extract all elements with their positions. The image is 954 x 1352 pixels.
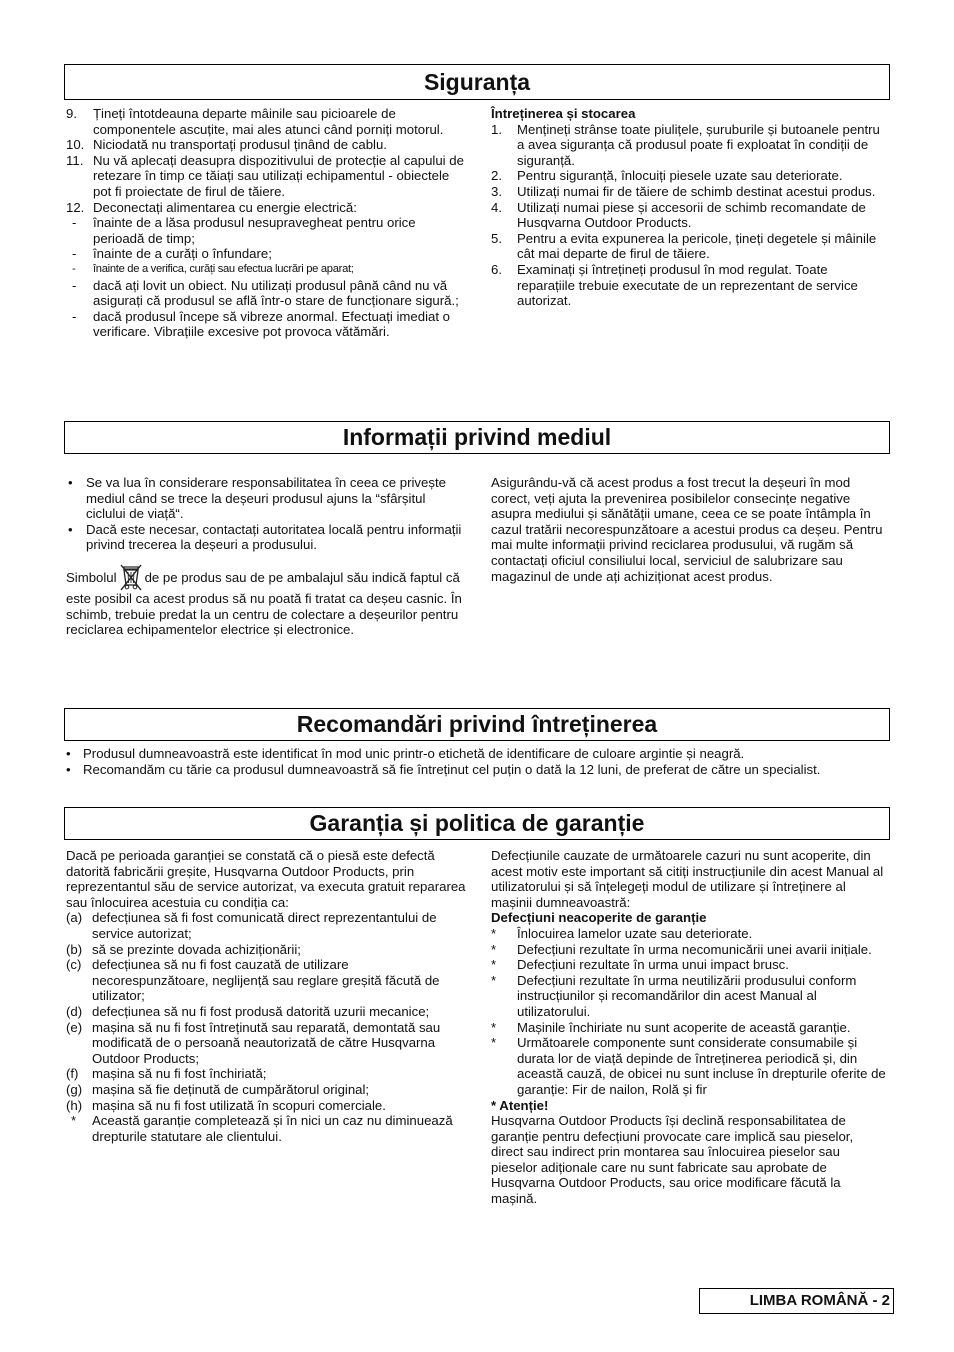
warranty-condition: (a) defecțiunea să fi fost comunicată direct reprezentantului de service autorizat;	[66, 910, 437, 941]
section-title-warranty: Garanția și politica de garanție	[64, 807, 890, 840]
safety-right-column	[491, 106, 881, 309]
section-title-safety: Siguranța	[64, 64, 890, 100]
storage-item: 5. Pentru a evita expunerea la pericole, țineți degetele și mâinile cât mai departe de firul de tăiere.	[491, 230, 877, 262]
maintenance-bullet: • Recomandăm cu tărie ca produsul dumneavoastră să fie întreținut cel puțin o dată la 12 luni, de preferat de către un specialist.	[66, 761, 821, 777]
storage-item: 6. Examinați și întrețineți produsul în mod regulat. Toate reparațiile trebuie executate de un reprezentant de service autorizat.	[491, 261, 858, 309]
safety-subitem: - dacă ați lovit un obiect. Nu utilizați produsul până când nu vă asigurați că produsul se află într-o stare de funcționare sigură.;	[72, 277, 459, 309]
maintenance-list	[66, 746, 894, 777]
maintenance-bullet: • Produsul dumneavoastră este identificat în mod unic printr-o etichetă de identificare de culoare argintie și neagră.	[66, 746, 745, 761]
warranty-left-column	[66, 848, 466, 1144]
exclusion-item: * Defecțiuni rezultate în urma unui impact brusc.	[491, 957, 789, 973]
safety-subitem: - înainte de a verifica, curăți sau efectua lucrări pe aparat;	[72, 262, 354, 275]
warranty-right-column	[491, 848, 886, 1207]
storage-item: 3. Utilizați numai fir de tăiere de schimb destinat acestui produs.	[491, 183, 876, 199]
warranty-condition: (e) mașina să nu fi fost întreținută sau reparată, demontată sau modificată de o persoană neautorizată de către Husqvarna Outdoor Products;	[66, 1019, 441, 1066]
exclusions-heading: Defecțiuni neacoperite de garanție	[491, 910, 707, 926]
storage-item: 4. Utilizați numai piese și accesorii de schimb recomandate de Husqvarna Outdoor Products.	[491, 199, 866, 231]
warranty-condition: (d) defecțiunea să nu fi fost produsă datorită uzurii mecanice;	[66, 1003, 430, 1019]
storage-item: 2. Pentru siguranță, înlocuiți piesele uzate sau deteriorate.	[491, 168, 843, 184]
warranty-condition: (f) mașina să nu fi fost închiriată;	[66, 1066, 267, 1082]
safety-item: 12. Deconectați alimentarea cu energie electrică:	[66, 199, 357, 215]
safety-item: 11. Nu vă aplecați deasupra dispozitivului de protecție al capului de retezare în timp ce tăiați sau utilizați echipamentul - obiectele pot fi proiectate de firul de tăiere.	[66, 152, 464, 199]
environment-bullet: • Se va lua în considerare responsabilitatea în ceea ce privește mediul când se trece la deșeuri produsul ajuns la “sfârșitul ciclului de viață“.	[68, 475, 446, 522]
attention-heading: * Atenție!	[491, 1097, 549, 1113]
safety-left-column	[66, 106, 466, 340]
safety-item: 10. Niciodată nu transportați produsul ținând de cablu.	[66, 137, 387, 153]
section-title-environment: Informații privind mediul	[64, 421, 890, 454]
warranty-condition: (b) să se prezinte dovada achiziționării;	[66, 941, 301, 957]
storage-item: 1. Mențineți strânse toate piulițele, șuruburile și butoanele pentru a avea siguranța că produsul poate fi exploatat în condiții de siguranță.	[491, 121, 880, 168]
page-footer-language-label: LIMBA ROMÂNĂ - 2	[699, 1288, 894, 1314]
attention-paragraph: Husqvarna Outdoor Products își declină responsabilitatea de garanție pentru defecțiuni provocate care implică sau pieselor, direct sau indirect prin montarea sau înlocuirea pieselor sau pieselor adiționale care nu sunt fabricate sau aprobate de Husqvarna Outdoor Products, sau orice modificare făcută la mașină.	[491, 1113, 854, 1207]
warranty-note: * Această garanție completează și în nici un caz nu diminuează drepturile statutare ale clientului.	[71, 1113, 453, 1144]
exclusion-item: * Defecțiuni rezultate în urma necomunicării unei avarii inițiale.	[491, 941, 872, 957]
warranty-condition: (h) mașina să nu fi fost utilizată în scopuri comerciale.	[66, 1097, 386, 1113]
safety-item: 9. Țineți întotdeauna departe mâinile sau picioarele de componentele ascuțite, mai ales atunci când porniți motorul.	[66, 106, 444, 137]
warranty-intro: Dacă pe perioada garanției se constată că o piesă este defectă datorită fabricării greșite, Husqvarna Outdoor Products, prin reprezentantul său de service autorizat, va executa gratuit repararea sau înlocuirea acestuia cu condiția ca:	[66, 848, 466, 910]
exclusion-item: * Înlocuirea lamelor uzate sau deteriorate.	[491, 925, 753, 941]
environment-bullet: • Dacă este necesar, contactați autoritatea locală pentru informații privind trecerea la deșeuri a produsului.	[68, 521, 462, 553]
warranty-condition: (c) defecțiunea să nu fi fost cauzată de utilizare necorespunzătoare, neglijență sau reglare greșită făcută de utilizator;	[66, 957, 440, 1004]
exclusion-item: * Următoarele componente sunt considerate consumabile și durata lor de viață depinde de întreținerea periodică și, din această cauză, de obicei nu sunt incluse în drepturile oferite de garanție: Fir de nailon, Rolă și fir	[491, 1035, 886, 1097]
environment-right-paragraph: Asigurându-vă că acest produs a fost trecut la deșeuri în mod corect, veți ajuta la prevenirea posibilelor consecințe negative asupra mediului și sănătății umane, ceea ce se poate întâmpla în cazul tratării necorespunzătoare a acestui produs ca deșeu. Pentru mai multe informații privind reciclarea produsului, vă rugăm să contactați oficiul consiliului local, serviciul de salubrizare sau magazinul de unde ați achiziționat acest produs.	[491, 475, 883, 584]
crossed-out-wheelie-bin-icon	[119, 563, 143, 591]
warranty-right-intro: Defecțiunile cauzate de următoarele cazuri nu sunt acoperite, din acest motiv este important să citiți instrucțiunile din acest Manual al utilizatorului și să înțelegeți modul de utilizare și întreținere al mașinii dumneavoastră:	[491, 848, 884, 910]
safety-subitem: - dacă produsul începe să vibreze anormal. Efectuați imediat o verificare. Vibrațiile excesive pot provoca vătămări.	[72, 308, 450, 340]
environment-right-column	[491, 475, 886, 584]
environment-left-column	[66, 475, 466, 638]
section-title-maintenance: Recomandări privind întreținerea	[64, 708, 890, 741]
safety-subitem: - înainte de a lăsa produsul nesupravegheat pentru orice perioadă de timp;	[72, 215, 416, 246]
exclusion-item: * Mașinile închiriate nu sunt acoperite de această garanție.	[491, 1019, 851, 1035]
maintenance-storage-heading: Întreținerea și stocarea	[491, 106, 636, 121]
warranty-condition: (g) mașina să fie deținută de cumpărătorul original;	[66, 1081, 370, 1097]
weee-symbol-paragraph: Simbolul de pe produs sau de pe ambalajul său indică faptul că este posibil ca acest produs să nu poată fi tratat ca deșeu casnic. În schimb, trebuie predat la un centru de colectare a deșeurilor pentru reciclarea echipamentelor electrice și electronice.	[66, 563, 466, 638]
safety-subitem: - înainte de a curăți o înfundare;	[72, 246, 272, 262]
exclusion-item: * Defecțiuni rezultate în urma neutilizării produsului conform instrucțiunilor și recomandărilor din acest Manual al utilizatorului.	[491, 972, 857, 1019]
